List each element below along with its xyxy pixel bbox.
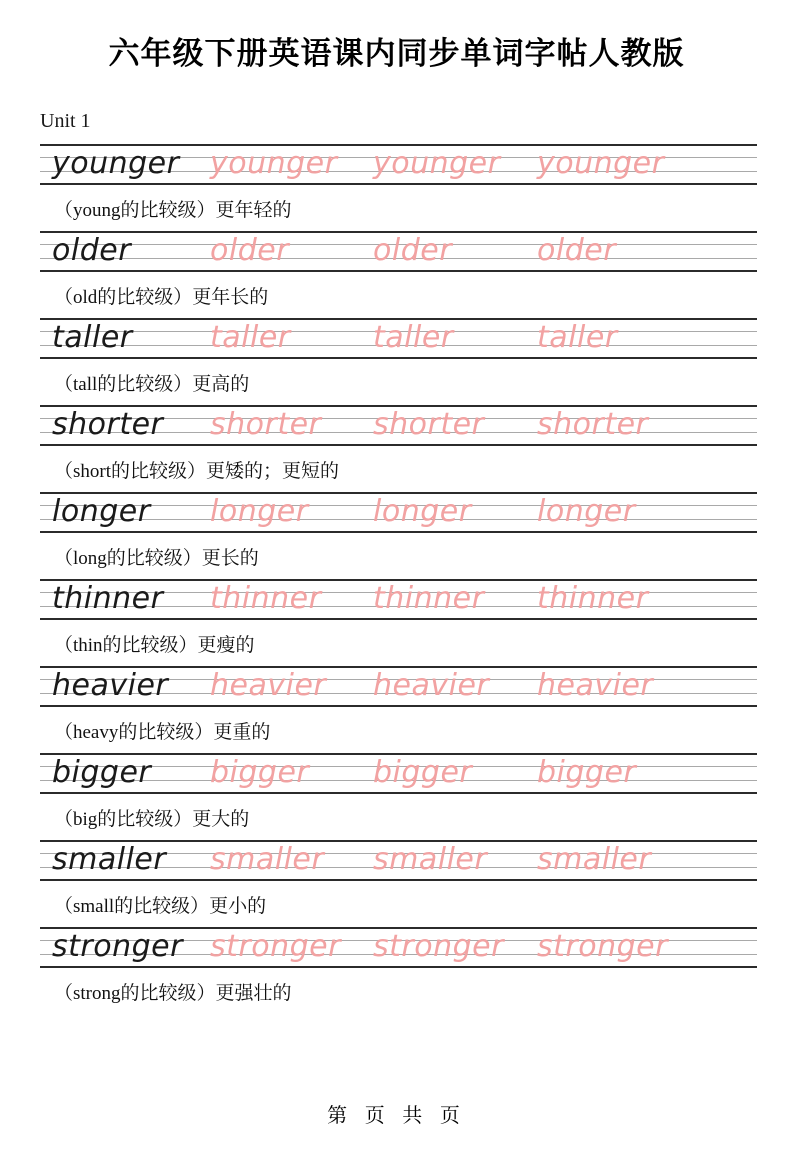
word-trace: stronger [210, 929, 341, 964]
word-trace: smaller [537, 842, 652, 877]
handwriting-guide-row [40, 579, 757, 620]
vocab-block [40, 840, 757, 927]
guide-line-bottom [40, 705, 757, 707]
word-trace: longer [537, 494, 636, 529]
guide-line-bottom [40, 444, 757, 446]
word-trace: heavier [373, 668, 490, 703]
word-trace: smaller [210, 842, 325, 877]
word-trace: older [210, 233, 290, 268]
vocab-block [40, 318, 757, 405]
handwriting-guide-row [40, 927, 757, 968]
word-trace: smaller [373, 842, 488, 877]
word-definition: （small的比较级）更小的 [54, 895, 267, 917]
guide-line-bottom [40, 270, 757, 272]
word-definition: （young的比较级）更年轻的 [54, 199, 292, 221]
guide-line-bottom [40, 966, 757, 968]
page-footer: 第 页 共 页 [327, 1105, 466, 1127]
word-definition: （strong的比较级）更强壮的 [54, 982, 292, 1004]
unit-label: Unit 1 [40, 110, 91, 132]
word-trace: thinner [210, 581, 322, 616]
vocab-block [40, 144, 757, 231]
word-trace: bigger [537, 755, 637, 790]
guide-line-bottom [40, 183, 757, 185]
word-trace: shorter [210, 407, 322, 442]
vocab-block [40, 927, 757, 1014]
word-sample: stronger [52, 929, 183, 964]
word-trace: older [373, 233, 453, 268]
word-definition: （long的比较级）更长的 [54, 547, 259, 569]
word-sample: younger [52, 146, 180, 181]
handwriting-guide-row [40, 144, 757, 185]
word-trace: thinner [537, 581, 649, 616]
word-trace: thinner [373, 581, 485, 616]
vocab-block [40, 579, 757, 666]
vocab-block [40, 753, 757, 840]
word-trace: taller [373, 320, 454, 355]
guide-line-bottom [40, 879, 757, 881]
word-sample: bigger [52, 755, 152, 790]
guide-line-bottom [40, 792, 757, 794]
word-trace: bigger [210, 755, 310, 790]
word-definition: （tall的比较级）更高的 [54, 373, 250, 395]
word-trace: younger [373, 146, 501, 181]
vocab-block [40, 405, 757, 492]
handwriting-guide-row [40, 492, 757, 533]
vocab-list [40, 144, 757, 1014]
word-sample: shorter [52, 407, 164, 442]
word-trace: younger [537, 146, 665, 181]
word-sample: older [52, 233, 132, 268]
guide-line-bottom [40, 357, 757, 359]
word-definition: （old的比较级）更年长的 [54, 286, 269, 308]
word-trace: younger [210, 146, 338, 181]
word-definition: （big的比较级）更大的 [54, 808, 250, 830]
word-trace: heavier [210, 668, 327, 703]
word-trace: shorter [537, 407, 649, 442]
document-title: 六年级下册英语课内同步单词字帖人教版 [108, 36, 685, 71]
word-definition: （heavy的比较级）更重的 [54, 721, 271, 743]
handwriting-guide-row [40, 753, 757, 794]
word-trace: taller [537, 320, 618, 355]
handwriting-guide-row [40, 231, 757, 272]
vocab-block [40, 666, 757, 753]
guide-line-bottom [40, 531, 757, 533]
word-trace: taller [210, 320, 291, 355]
vocab-block [40, 492, 757, 579]
word-sample: heavier [52, 668, 169, 703]
word-sample: longer [52, 494, 151, 529]
word-trace: older [537, 233, 617, 268]
handwriting-guide-row [40, 405, 757, 446]
word-sample: taller [52, 320, 133, 355]
vocab-block [40, 231, 757, 318]
word-definition: （thin的比较级）更瘦的 [54, 634, 255, 656]
word-trace: heavier [537, 668, 654, 703]
handwriting-guide-row [40, 318, 757, 359]
guide-line-bottom [40, 618, 757, 620]
word-trace: stronger [373, 929, 504, 964]
word-trace: stronger [537, 929, 668, 964]
word-sample: smaller [52, 842, 167, 877]
word-definition: （short的比较级）更矮的；更短的 [54, 460, 340, 482]
handwriting-guide-row [40, 666, 757, 707]
word-trace: bigger [373, 755, 473, 790]
word-trace: shorter [373, 407, 485, 442]
word-sample: thinner [52, 581, 164, 616]
word-trace: longer [210, 494, 309, 529]
word-trace: longer [373, 494, 472, 529]
handwriting-guide-row [40, 840, 757, 881]
